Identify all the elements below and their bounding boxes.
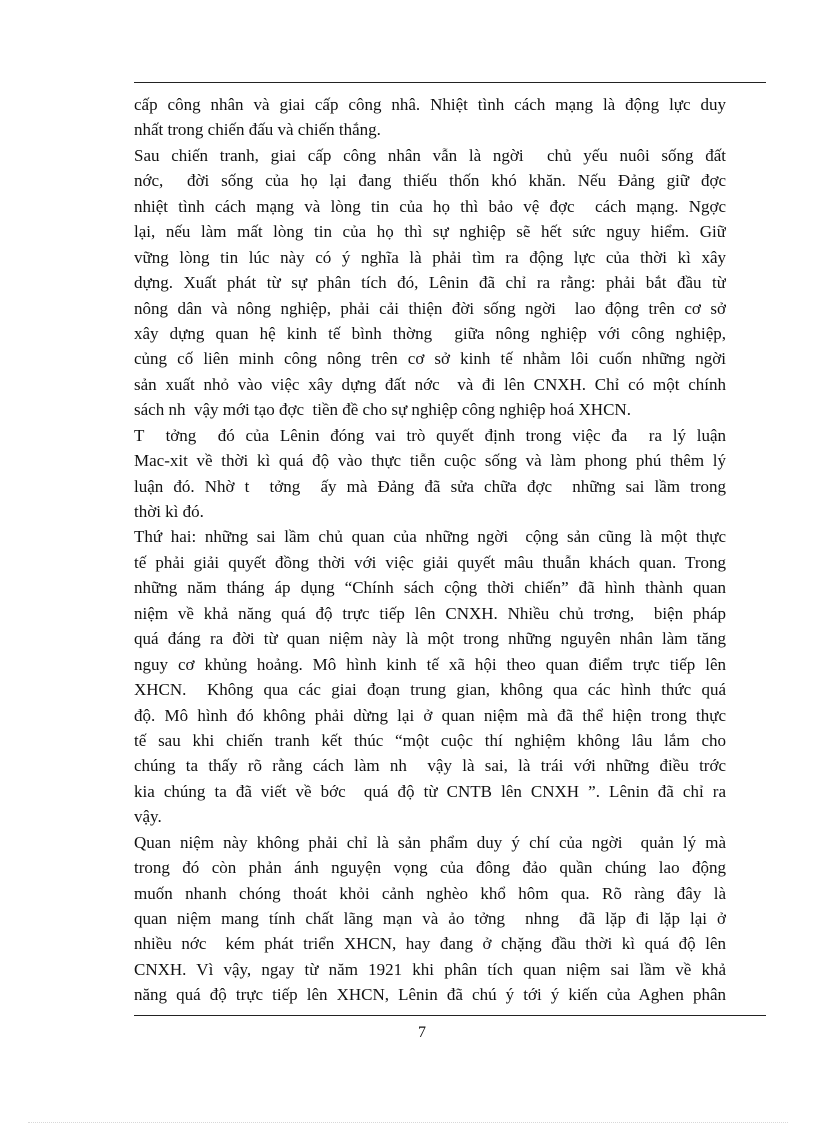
text-line: sách nh vậy mới tạo đợc tiền đề cho sự nghiệp công nghiệp hoá XHCN. xyxy=(134,400,631,420)
text-line: vậy. xyxy=(134,807,162,827)
text-line: Quan niệm này không phải chỉ là sản phẩm duy ý chí của ngời quản lý mà xyxy=(134,832,726,852)
text-line: xây dựng quan hệ kinh tế bình thờng giữa nông nghiệp với công nghiệp, xyxy=(134,323,726,343)
text-line: XHCN. Không qua các giai đoạn trung gian, không qua các hình thức quá xyxy=(134,680,726,700)
body-text xyxy=(134,92,726,1008)
text-line: lại, nếu làm mất lòng tin của họ thì sự nghiệp sẽ hết sức nguy hiểm. Giữ xyxy=(134,222,726,242)
text-line: nhất trong chiến đấu và chiến thắng. xyxy=(134,120,381,140)
text-line: củng cố liên minh công nông trên cơ sở kinh tế nhằm lôi cuốn những ngời xyxy=(134,349,726,369)
text-line: thời kì đó. xyxy=(134,502,204,521)
text-line: luận đó. Nhờ t tởng ấy mà Đảng đã sửa chữa đợc những sai lầm trong xyxy=(134,476,726,496)
text-line: niệm về khả năng quá độ trực tiếp lên CNXH. Nhiều chủ trơng, biện pháp xyxy=(134,603,726,623)
text-line: Sau chiến tranh, giai cấp công nhân vẫn là ngời chủ yếu nuôi sống đất xyxy=(134,145,726,165)
text-line: quan niệm mang tính chất lãng mạn và ảo tởng nhng đã lặp đi lặp lại ở xyxy=(134,909,726,928)
text-line: quá đáng ra đời từ quan niệm này là một trong những nguyên nhân làm tăng xyxy=(134,629,726,649)
text-line: tế phải giải quyết đồng thời với việc giải quyết mâu thuẫn khách quan. Trong xyxy=(134,552,726,572)
text-line: chúng ta thấy rõ rằng cách làm nh vậy là sai, là trái với những điều trớc xyxy=(134,756,726,776)
text-line: Mac-xit về thời kì quá độ vào thực tiễn cuộc sống và làm phong phú thêm lý xyxy=(134,451,726,471)
text-line: nớc, đời sống của họ lại đang thiếu thốn khó khăn. Nếu Đảng giữ đợc xyxy=(134,171,726,191)
text-line: độ. Mô hình đó không phải dừng lại ở quan niệm mà đã thể hiện trong thực xyxy=(134,705,726,725)
header-rule xyxy=(134,82,766,83)
text-line: trong đó còn phản ánh nguyện vọng của đông đảo quần chúng lao động xyxy=(134,858,726,878)
text-line: nguy cơ khủng hoảng. Mô hình kinh tế xã hội theo quan điểm trực tiếp lên xyxy=(134,654,726,674)
text-line: kia chúng ta đã viết về bớc quá độ từ CNTB lên CNXH ”. Lênin đã chỉ ra xyxy=(134,781,726,801)
text-line: cấp công nhân và giai cấp công nhâ. Nhiệt tình cách mạng là động lực duy xyxy=(134,95,726,114)
text-line: nhiệt tình cách mạng và lòng tin của họ thì bảo vệ đợc cách mạng. Ngợc xyxy=(134,196,726,216)
text-line: nông dân và nông nghiệp, phải cải thiện đời sống ngời lao động trên cơ sở xyxy=(134,298,726,318)
text-line: dựng. Xuất phát từ sự phân tích đó, Lênin đã chỉ ra rằng: phải bắt đầu từ xyxy=(134,273,726,293)
text-line: năng quá độ trực tiếp lên XHCN, Lênin đã chú ý tới ý kiến của Aghen phân xyxy=(134,985,726,1005)
text-line: vững lòng tin lúc này có ý nghĩa là phải tìm ra động lực của thời kì xây xyxy=(134,247,726,267)
text-line: Thứ hai: những sai lầm chủ quan của những ngời cộng sản cũng là một thực xyxy=(134,527,726,547)
footer-rule xyxy=(134,1015,766,1016)
text-line: sản xuất nhỏ vào việc xây dựng đất nớc và đi lên CNXH. Chỉ có một chính xyxy=(134,374,726,394)
text-line: tế sau khi chiến tranh kết thúc “một cuộc thí nghiệm không lâu lắm cho xyxy=(134,730,726,750)
text-line: CNXH. Vì vậy, ngay từ năm 1921 khi phân tích quan niệm sai lầm về khả xyxy=(134,959,726,979)
text-line: nhiều nớc kém phát triển XHCN, hay đang ở chặng đầu thời kì quá độ lên xyxy=(134,934,726,954)
text-line: muốn nhanh chóng thoát khỏi cảnh nghèo khổ hôm qua. Rõ ràng đây là xyxy=(134,883,726,903)
page-number: 7 xyxy=(418,1024,426,1041)
text-line: T tởng đó của Lênin đóng vai trò quyết định trong việc đa ra lý luận xyxy=(134,425,726,445)
text-line: những năm tháng áp dụng “Chính sách cộng thời chiến” đã hình thành quan xyxy=(134,578,726,598)
